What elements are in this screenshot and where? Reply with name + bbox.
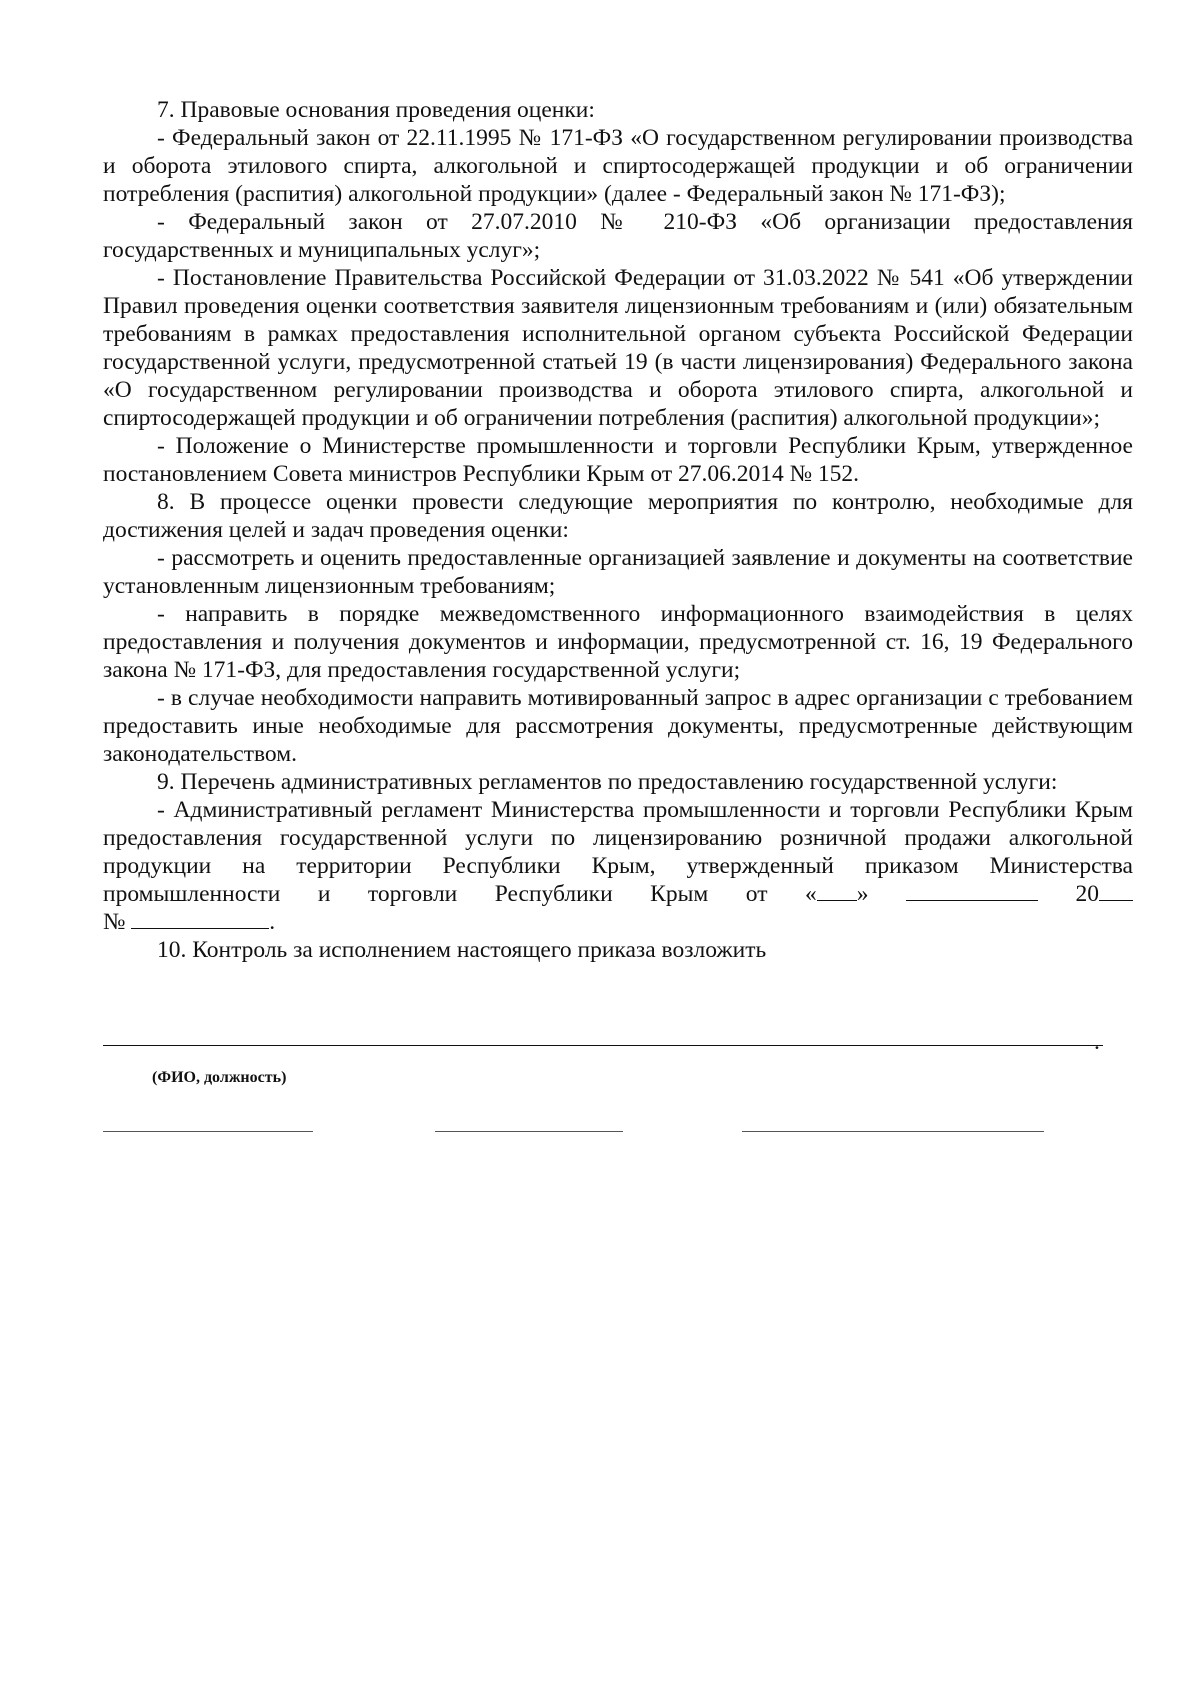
responsible-line-dot: . [1094, 1029, 1100, 1055]
section-8-item-3: - в случае необходимости направить мотивированный запрос в адрес организации с требованием предоставить иные необходимые для рассмотрения документы, предусмотренные действующим законодательством. [103, 685, 1133, 767]
order-number-period: . [269, 909, 276, 935]
section-9-title: 9. Перечень административных регламентов по предоставлению государственной услуги: [157, 769, 1058, 795]
responsible-person-line [103, 1045, 1103, 1046]
section-7-item-4: - Положение о Министерстве промышленности и торговли Республики Крым, утвержденное постановлением Совета министров Республики Крым от 27.06.2014 № 152. [103, 433, 1133, 487]
section-7-title: 7. Правовые основания проведения оценки: [157, 97, 595, 123]
number-sign: № [103, 909, 126, 935]
month-blank [906, 882, 1038, 901]
section-8-item-1: - рассмотреть и оценить предоставленные организацией заявление и документы на соответствие установленным лицензионным требованиям; [103, 545, 1133, 599]
document-body [103, 96, 1133, 964]
section-9-item-1-text: - Административный регламент Министерства промышленности и торговли Республики Крым предоставления государственной услуги по лицензированию розничной продажи алкогольной продукции на территории Республики Крым, утвержденный приказом Министерства промышленности и торговли Республики Крым от [103, 797, 1133, 907]
signature-line-2 [435, 1131, 623, 1132]
section-10-title: 10. Контроль за исполнением настоящего приказа возложить [157, 937, 767, 963]
section-8-item-2: - направить в порядке межведомственного информационного взаимодействия в целях предоставления и получения документов и информации, предусмотренной ст. 16, 19 Федерального закона № 171-ФЗ, для предоставления государственной услуги; [103, 601, 1133, 683]
signature-line-1 [103, 1131, 313, 1132]
order-number-line [103, 908, 1133, 936]
section-9-item-1 [103, 796, 1133, 908]
quote-close: » [856, 881, 869, 907]
section-8-title: 8. В процессе оценки провести следующие мероприятия по контролю, необходимые для достижения целей и задач проведения оценки: [103, 489, 1133, 543]
fio-position-label: (ФИО, должность) [152, 1069, 287, 1086]
day-blank [817, 882, 857, 901]
section-7-item-3: - Постановление Правительства Российской Федерации от 31.03.2022 № 541 «Об утверждении Правил проведения оценки соответствия заявителя лицензионным требованиям и (или) обязательным требованиям в рамках предоставления исполнительной органом субъекта Российской Федерации государственной услуги, предусмотренной статьей 19 (в части лицензирования) Федерального закона «О государственном регулировании производства и оборота этилового спирта, алкогольной и спиртосодержащей продукции и об ограничении потребления (распития) алкогольной продукции»; [103, 265, 1133, 431]
order-number-blank [131, 910, 269, 929]
section-7-item-2: - Федеральный закон от 27.07.2010 № 210-ФЗ «Об организации предоставления государственных и муниципальных услуг»; [103, 209, 1133, 263]
year-prefix: 20 [1075, 881, 1100, 907]
section-7-item-1: - Федеральный закон от 22.11.1995 № 171-ФЗ «О государственном регулировании производства и оборота этилового спирта, алкогольной и спиртосодержащей продукции и об ограничении потребления (распития) алкогольной продукции» (далее - Федеральный закон № 171-ФЗ); [103, 125, 1133, 207]
quote-open: « [804, 881, 817, 907]
year-blank [1099, 882, 1133, 901]
signature-line-3 [742, 1131, 1044, 1132]
